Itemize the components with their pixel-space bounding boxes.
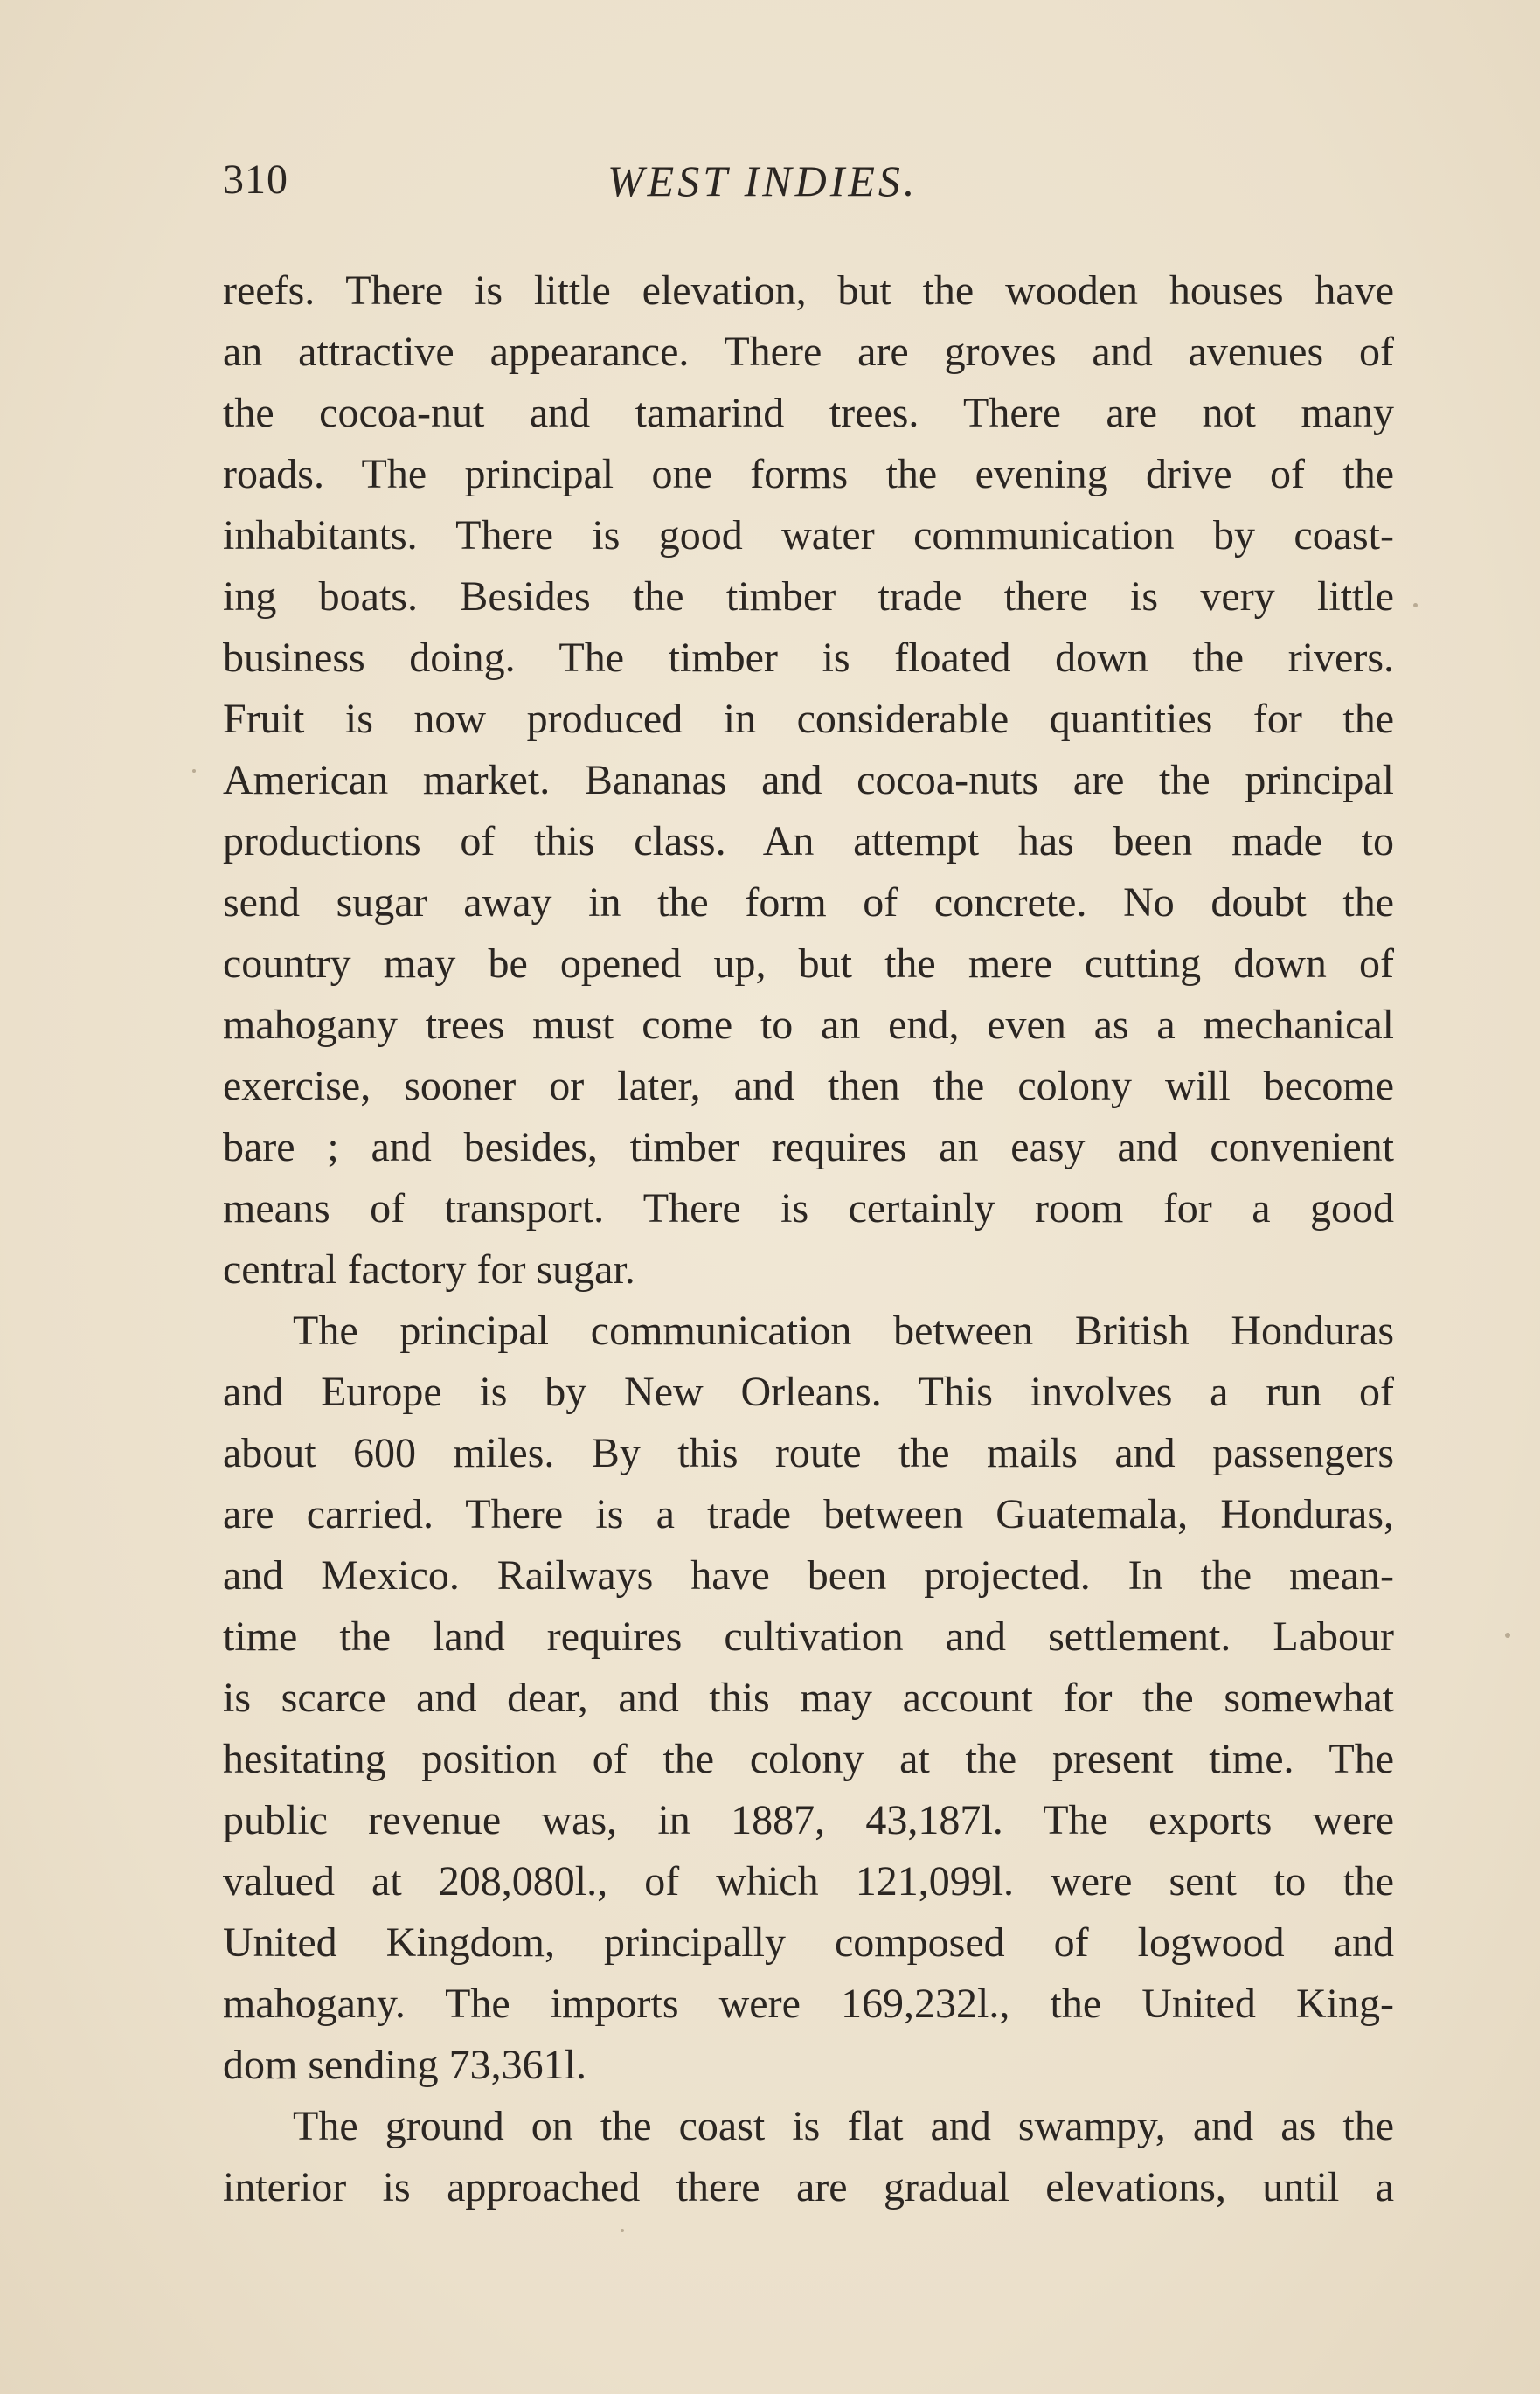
text-line: central factory for sugar. [223, 1246, 635, 1293]
text-line: ing boats. Besides the timber trade there is very little [223, 573, 1394, 620]
text-line: roads. The principal one forms the evening drive of the [223, 451, 1394, 497]
paper-speck [621, 2229, 624, 2232]
text-line: mahogany. The imports were 169,232l., the United King- [223, 1981, 1394, 2027]
text-line: about 600 miles. By this route the mails and passengers [223, 1430, 1394, 1476]
paper-speck [192, 769, 196, 773]
text-line: interior is approached there are gradual elevations, until a [223, 2164, 1394, 2210]
page-header [223, 156, 1394, 217]
text-line: the cocoa-nut and tamarind trees. There are not many [223, 390, 1394, 436]
text-line: and Europe is by New Orleans. This involves a run of [223, 1369, 1394, 1415]
text-line: hesitating position of the colony at the present time. The [223, 1736, 1394, 1782]
text-line: productions of this class. An attempt has been made to [223, 818, 1394, 864]
text-line: country may be opened up, but the mere cutting down of [223, 940, 1394, 987]
text-line: an attractive appearance. There are groves and avenues of [223, 329, 1394, 375]
text-line: Fruit is now produced in considerable quantities for the [223, 696, 1394, 742]
text-line: bare ; and besides, timber requires an easy and convenient [223, 1124, 1394, 1170]
paper-speck [1505, 1633, 1510, 1638]
text-line: The principal communication between British Honduras [293, 1308, 1394, 1354]
text-line: reefs. There is little elevation, but the wooden houses have [223, 267, 1394, 314]
text-line: public revenue was, in 1887, 43,187l. The exports were [223, 1797, 1394, 1843]
text-line: United Kingdom, principally composed of logwood and [223, 1919, 1394, 1966]
paper-speck [1413, 603, 1418, 607]
text-line: and Mexico. Railways have been projected. In the mean- [223, 1552, 1394, 1599]
body-text [223, 260, 1394, 2218]
text-line: time the land requires cultivation and settlement. Labour [223, 1613, 1394, 1660]
text-line: send sugar away in the form of concrete. No doubt the [223, 879, 1394, 926]
text-line: American market. Bananas and cocoa-nuts are the principal [223, 757, 1394, 803]
text-line: are carried. There is a trade between Guatemala, Honduras, [223, 1491, 1394, 1537]
text-line: exercise, sooner or later, and then the colony will become [223, 1063, 1394, 1109]
text-line: mahogany trees must come to an end, even as a mechanical [223, 1002, 1394, 1048]
page-number: 310 [223, 156, 288, 203]
text-line: means of transport. There is certainly room for a good [223, 1185, 1394, 1232]
text-line: valued at 208,080l., of which 121,099l. were sent to the [223, 1858, 1394, 1905]
text-line: inhabitants. There is good water communication by coast- [223, 512, 1394, 559]
text-line: business doing. The timber is floated down the rivers. [223, 635, 1394, 681]
running-title: WEST INDIES. [607, 156, 919, 205]
text-line: is scarce and dear, and this may account for the somewhat [223, 1675, 1394, 1721]
text-line: dom sending 73,361l. [223, 2042, 586, 2088]
text-line: The ground on the coast is flat and swampy, and as the [293, 2103, 1394, 2149]
